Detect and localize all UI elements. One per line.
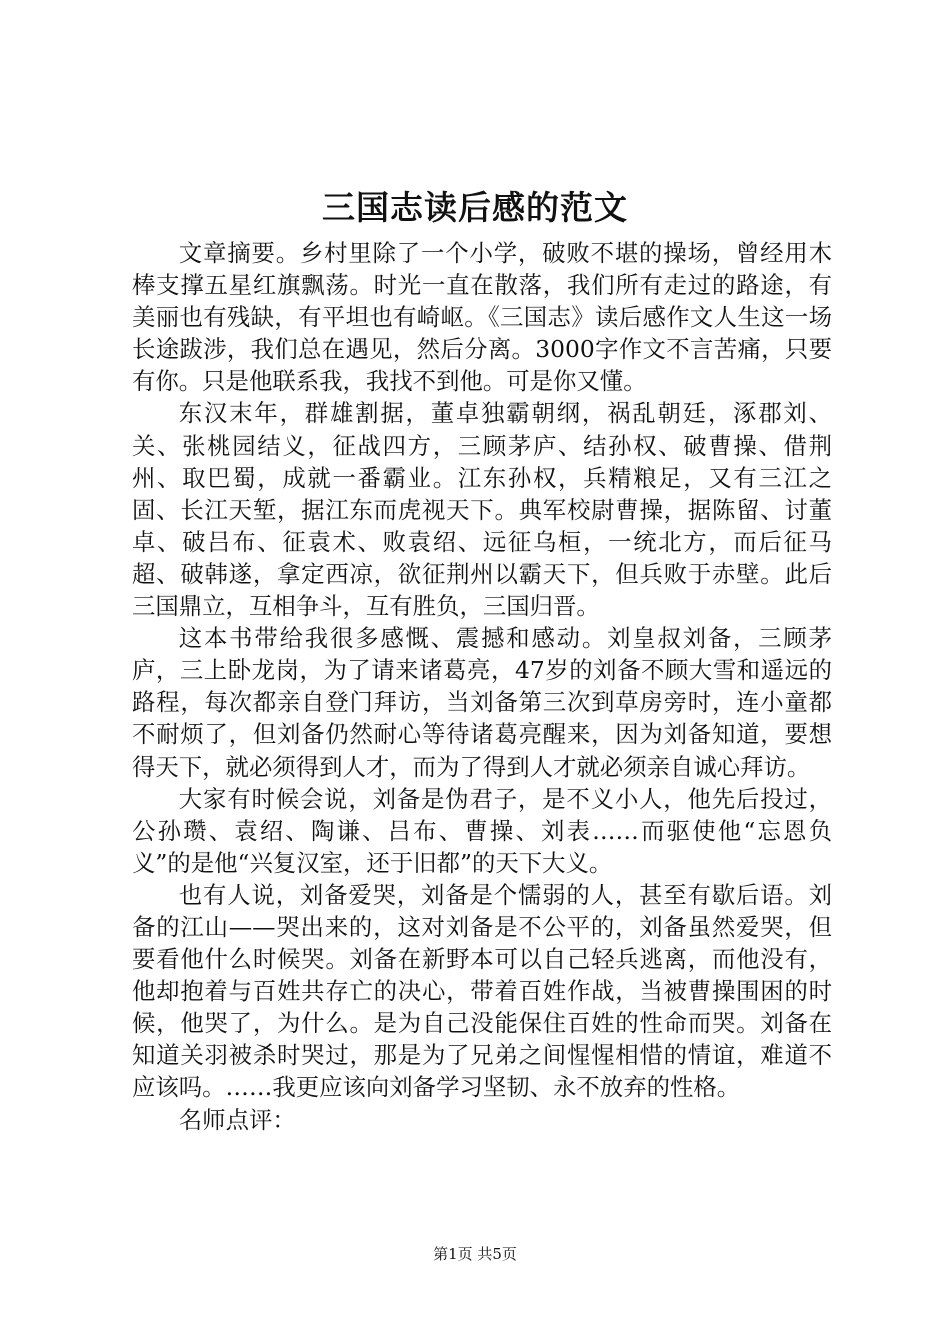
paragraph-hypocrite: 大家有时候会说，刘备是伪君子，是不义小人，他先后投过，公孙瓒、袁绍、陶谦、吕布、曹操、刘表……而驱使他“忘恩负义”的是他“兴复汉室，还于旧都”的天下大义。: [132, 784, 832, 877]
document-body: [132, 237, 832, 1136]
paragraph-history: 东汉末年，群雄割据，董卓独霸朝纲，祸乱朝廷，涿郡刘、关、张桃园结义，征战四方，三顾茅庐、结孙权、破曹操、借荆州、取巴蜀，成就一番霸业。江东孙权，兵精粮足，又有三江之固、长江天堑，据江东而虎视天下。典军校尉曹操，据陈留、讨董卓、破吕布、征袁术、败袁绍、远征乌桓，一统北方，而后征马超、破韩遂，拿定西凉，欲征荆州以霸天下，但兵败于赤壁。此后三国鼎立，互相争斗，互有胜负，三国归晋。: [132, 399, 832, 621]
paragraph-impression: 这本书带给我很多感慨、震撼和感动。刘皇叔刘备，三顾茅庐，三上卧龙岗，为了请来诸葛亮，47岁的刘备不顾大雪和遥远的路程，每次都亲自登门拜访，当刘备第三次到草房旁时，连小童都不耐烦了，但刘备仍然耐心等待诸葛亮醒来，因为刘备知道，要想得天下，就必须得到人才，而为了得到人才就必须亲自诚心拜访。: [132, 624, 832, 781]
paragraph-crying: 也有人说，刘备爱哭，刘备是个懦弱的人，甚至有歇后语。刘备的江山——哭出来的，这对刘备是不公平的，刘备虽然爱哭，但要看他什么时候哭。刘备在新野本可以自己轻兵逃离，而他没有，他却抱着与百姓共存亡的决心，带着百姓作战，当被曹操围困的时候，他哭了，为什么。是为自己没能保住百姓的性命而哭。刘备在知道关羽被杀时哭过，那是为了兄弟之间惺惺相惜的情谊，难道不应该吗。……我更应该向刘备学习坚韧、永不放弃的性格。: [132, 880, 832, 1102]
document-title: 三国志读后感的范文: [322, 188, 628, 227]
paragraph-teacher-comment: 名师点评：: [178, 1105, 296, 1134]
paragraph-abstract: 文章摘要。乡村里除了一个小学，破败不堪的操场，曾经用木棒支撑五星红旗飘荡。时光一直在散落，我们所有走过的路途，有美丽也有残缺，有平坦也有崎岖。《三国志》读后感作文人生这一场长途跋涉，我们总在遇见，然后分离。3000字作文不言苦痛，只要有你。只是他联系我，我找不到他。可是你又懂。: [132, 239, 832, 396]
page-footer: 第1页 共5页: [433, 1245, 517, 1263]
